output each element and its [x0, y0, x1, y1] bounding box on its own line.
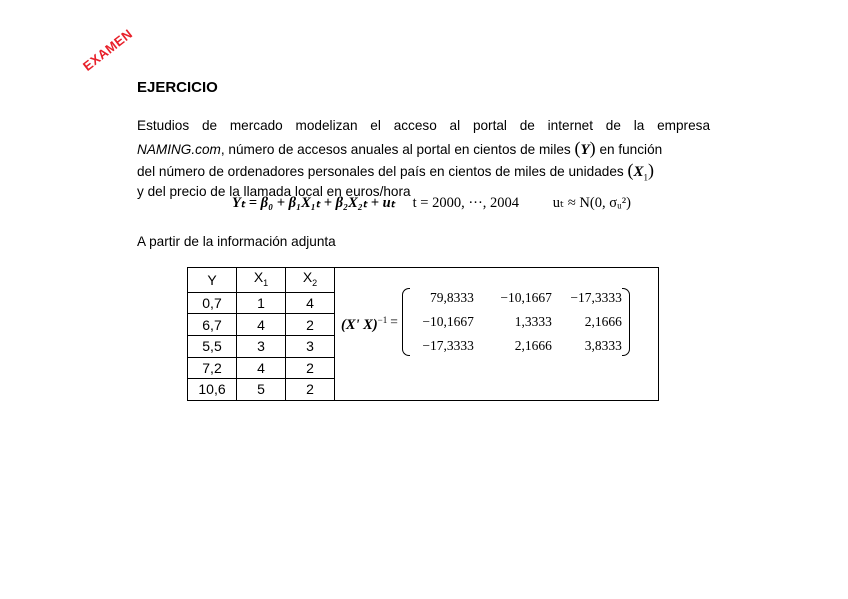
cell-x2: 2: [286, 314, 335, 336]
statement-line-2-text: , número de accesos anuales al portal en cientos de miles: [220, 142, 571, 157]
cell-x1: 5: [237, 379, 286, 401]
matrix-entry: 1,3333: [514, 314, 552, 329]
header-x2: $X_2$: [286, 268, 335, 293]
model-equation: Yₜ = β₀ + β₁X₁ₜ + β₂X₂ₜ + uₜ: [232, 195, 395, 211]
matrix-equals: =: [390, 314, 398, 329]
matrix-cell: [335, 268, 659, 401]
regression-model: [232, 195, 631, 212]
inverse-matrix: [402, 286, 630, 358]
header-x1: $X_1$: [237, 268, 286, 293]
matrix-entry: 3,8333: [584, 338, 622, 353]
exercise-heading: EJERCICIO: [137, 79, 218, 96]
cell-y: 10,6: [188, 379, 237, 401]
cell-y: 0,7: [188, 292, 237, 314]
statement-line-3-text: del número de ordenadores personales del país en cientos de miles de unidades: [137, 164, 624, 179]
model-time-range: t = 2000, ···, 2004: [412, 195, 520, 211]
matrix-label: (X' X)$^{-1}$: [341, 314, 388, 333]
matrix-entry: −17,3333: [570, 290, 622, 305]
matrix-entry: 79,8333: [429, 290, 474, 305]
y-var-symbol: (Y): [574, 138, 596, 158]
statement-line-2-tail: en función: [599, 142, 663, 157]
cell-x2: 3: [286, 335, 335, 357]
cell-x1: 4: [237, 314, 286, 336]
intro-text: A partir de la información adjunta: [137, 234, 336, 249]
cell-x2: 4: [286, 292, 335, 314]
examen-stamp: EXAMEN: [80, 25, 136, 74]
matrix-entry: 2,1666: [514, 338, 552, 353]
statement-line-3: [137, 159, 710, 181]
cell-x1: 4: [237, 357, 286, 379]
company-name: NAMING.com: [137, 142, 221, 157]
matrix-entry: −17,3333: [422, 338, 474, 353]
cell-y: 6,7: [188, 314, 237, 336]
matrix-entry: 2,1666: [584, 314, 622, 329]
inverse-matrix-expression: [341, 286, 630, 358]
cell-x1: 1: [237, 292, 286, 314]
cell-x1: 3: [237, 335, 286, 357]
statement-line-1: Estudios de mercado modelizan el acceso al portal de internet de la empresa: [137, 118, 710, 133]
data-table: [187, 267, 659, 401]
model-error-distribution: uₜ ≈ N(0, σᵤ²): [552, 195, 631, 211]
cell-y: 7,2: [188, 357, 237, 379]
cell-y: 5,5: [188, 335, 237, 357]
cell-x2: 2: [286, 357, 335, 379]
statement-line-4: y del precio de la llamada local en euros/hora: [137, 184, 411, 199]
header-y: Y: [188, 268, 237, 293]
problem-statement: [137, 115, 710, 203]
cell-x2: 2: [286, 379, 335, 401]
statement-line-2: [137, 137, 710, 159]
table-header-row: [188, 268, 659, 293]
matrix-entry: −10,1667: [422, 314, 474, 329]
x1-var-symbol: $(X_1)$: [627, 160, 654, 183]
matrix-entry: −10,1667: [500, 290, 552, 305]
